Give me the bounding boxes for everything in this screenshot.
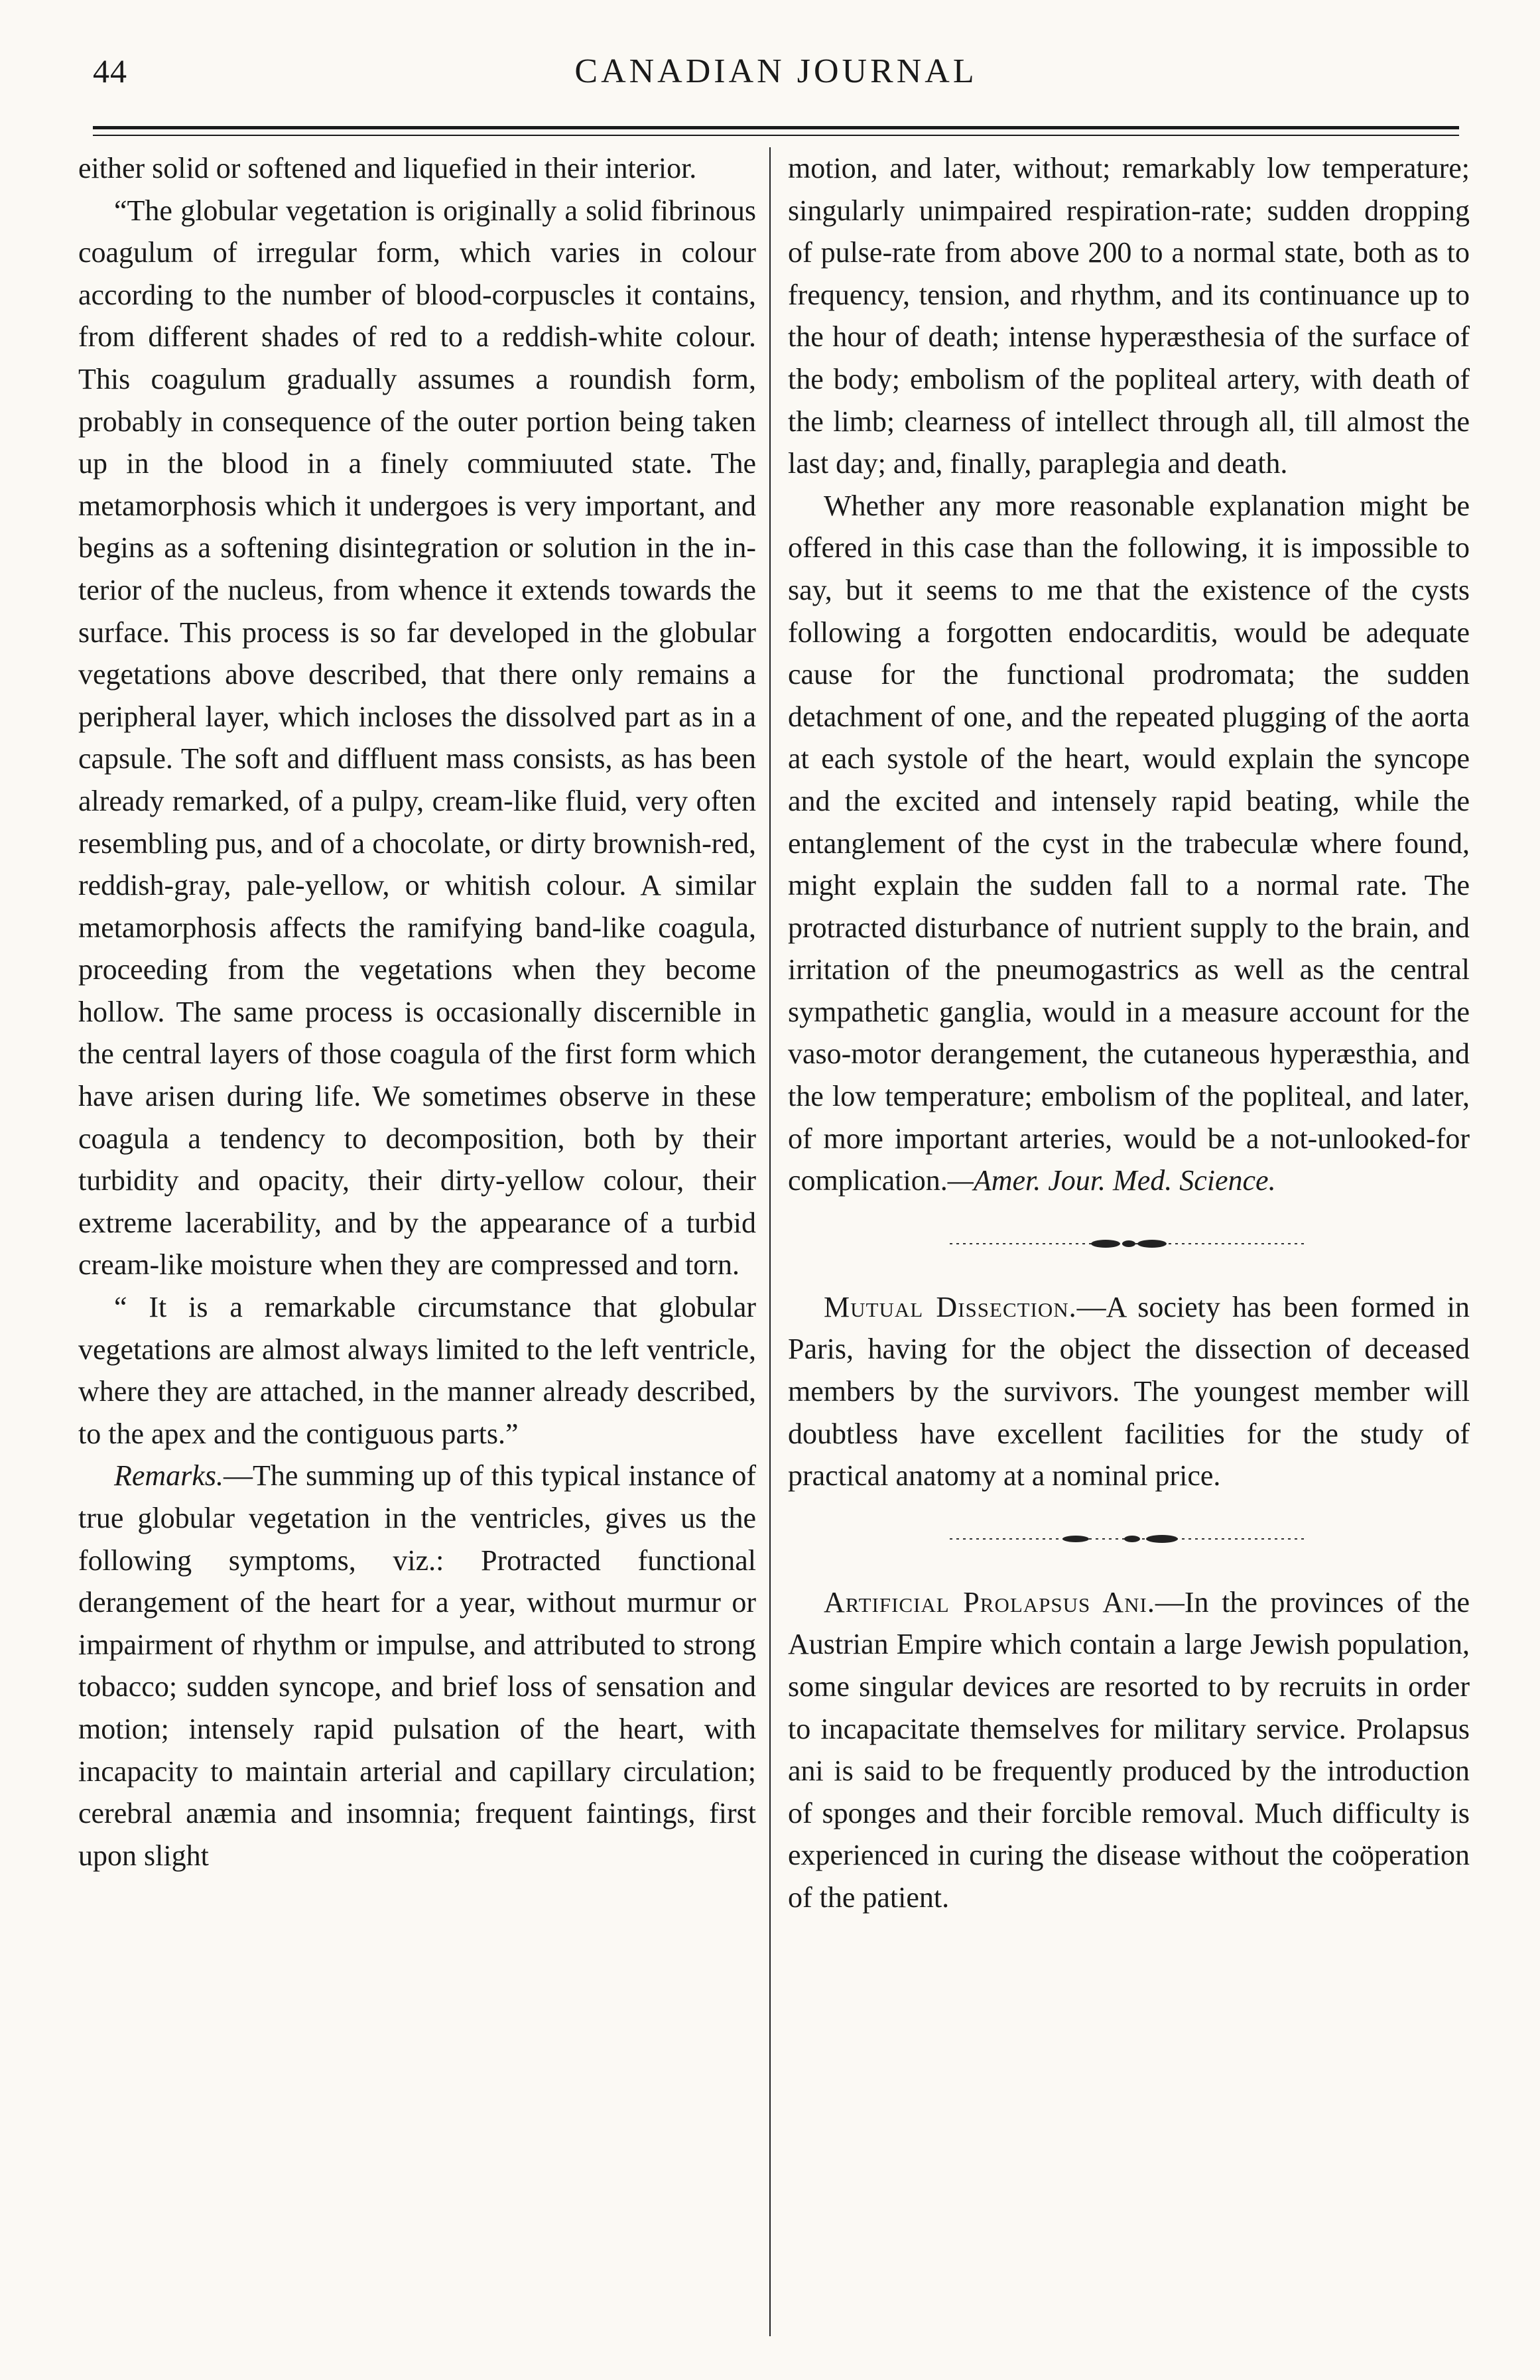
paragraph-globular-vegetation: “The globular vegetation is originally a solid fibrinous coagulum of irregular form, which varies in colour according to the number of blood-corpuscles it contains, from different shades of red to a reddish-white colour. This coagulum gradually assumes a roundish form, probably in consequence of the outer portion being taken up in the blood in a finely commiuuted state. The metamorphosis which it undergoes is very important, and begins as a softening disintegration or solution in the interior of the nucleus, from whence it extends towards the surface. This process is so far developed in the globular vegetations above described, that there only remains a peripheral layer, which incloses the dissolved part as in a capsule. The soft and diffluent mass consists, as has been already remarked, of a pulpy, cream-like fluid, very often resembling pus, and of a chocolate, or dirty brownish-red, reddish-gray, pale-yellow, or whitish colour. A similar metamorphosis affects the ramifying band-like coagula, proceeding from the vegetations when they become hollow. The same process is occasionally discernible in the central layers of those coagula of the first form which have arisen during life. We sometimes observe in these coagula a tendency to decomposition, both by their turbidity and opacity, their dirty-yellow colour, their extreme lacerability, and by the appearance of a turbid cream-like moisture when they are compressed and torn. [78, 194, 756, 1282]
paragraph-continued: either solid or softened and liquefied in their interior. [78, 152, 697, 184]
ornament-rule-icon [943, 1531, 1315, 1547]
page-header [93, 52, 1459, 105]
remarks-text: —The summing up of this typical instance of true globular vegetation in the ventricles, gives us the following symptoms, viz.: Protracted functional derangement of the heart for a year, without murmur or impairment of rhythm or impulse, and attributed to strong tobacco; sudden syncope, and brief loss of sensation and motion; intensely rapid pulsation of the heart, with incapacity to maintain arterial and capillary circulation; cerebral anæmia and insomnia; frequent faintings, first upon slight [78, 1459, 756, 1872]
paragraph-explanation [788, 485, 1470, 1202]
header-rule-thin [93, 135, 1459, 136]
mutual-dissection-text: —A society has been formed in Paris, having for the object the dissection of deceased members by the survivors. The youngest member will doubtless have excellent facilities for the study of practical anatomy at a nominal price. [788, 1290, 1470, 1492]
header-rule [93, 126, 1459, 129]
paragraph-left-ventricle: “ It is a remarkable circumstance that globular vegetations are almost always limited to the left ventricle, where they are attached, in the manner already described, to the apex and the contiguous parts.” [78, 1291, 756, 1450]
paragraph-symptoms-continued: motion, and later, without; remarkably low temperature; singularly unimpaired respiration-rate; sudden dropping of pulse-rate from above 200 to a normal state, both as to frequency, tension, and rhythm, and its continuance up to the hour of death; intense hyperæsthesia of the surface of the body; embolism of the popliteal artery, with death of the limb; clearness of intellect through all, till almost the last day; and, finally, paraplegia and death. [788, 152, 1470, 480]
right-column [788, 147, 1470, 1919]
running-title: CANADIAN JOURNAL [574, 52, 978, 90]
left-column [78, 147, 756, 1877]
column-divider [769, 147, 771, 2336]
article-artificial-prolapsus [788, 1581, 1470, 1919]
explanation-text: Whether any more reasonable explanation might be offered in this case than the following, it is impossible to say, but it seems to me that the existence of the cysts following a forgotten endocarditis, would be adequate cause for the functional prodromata; the sudden detachment of one, and the repeated plugging of the aorta at each systole of the heart, would explain the syncope and the excited and intensely rapid beating, while the entanglement of the cyst in the trabeculæ where found, might explain the sudden fall to a normal rate. The protracted disturbance of nutrient supply to the brain, and irritation of the pneumogastrics as well as the central sympathetic ganglia, would in a measure account for the vaso-motor derangement, the cutaneous hyperæsthia, and the low temperature; embolism of the popliteal, and later, of more important arteries, would be a not-unlooked-for complication. [788, 489, 1470, 1197]
mutual-dissection-title: Mutual Dissection. [824, 1290, 1077, 1323]
artificial-prolapsus-text: —In the provinces of the Austrian Empire which contain a large Jewish population, some singular devices are resorted to by recruits in order to incapacitate themselves for military service. Prolapsus ani is said to be frequently produced by the introduction of sponges and their forcible removal. Much difficulty is experienced in curing the disease without the coöperation of the patient. [788, 1585, 1470, 1914]
section-ornament-2 [788, 1497, 1470, 1581]
article-mutual-dissection [788, 1286, 1470, 1497]
page-number: 44 [93, 52, 127, 90]
remarks-label: Remarks. [114, 1459, 224, 1492]
artificial-prolapsus-title: Artificial Prolapsus Ani. [824, 1585, 1155, 1619]
paragraph-remarks [78, 1455, 756, 1877]
section-ornament [788, 1202, 1470, 1286]
ornament-rule-icon [943, 1236, 1315, 1252]
citation: —Amer. Jour. Med. Science. [947, 1164, 1276, 1197]
